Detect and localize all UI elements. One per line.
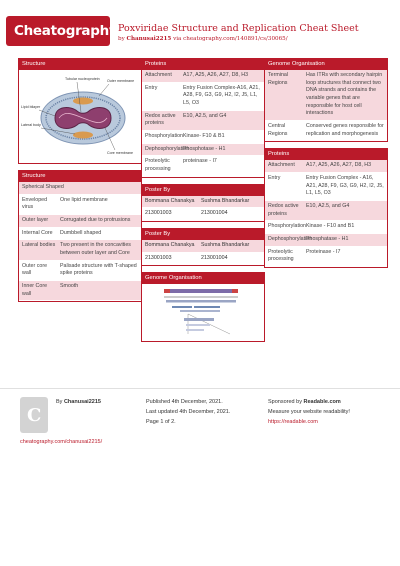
protein-row — [265, 173, 387, 201]
row-value: Proteinase - I7 — [306, 248, 341, 255]
row-value: Dumbbell shaped — [60, 229, 102, 236]
row-key: Inner Core wall — [22, 283, 48, 297]
diagram-label: Lipid bilayer — [21, 105, 41, 109]
poster-cell: 213001004 — [201, 254, 228, 261]
row-value: Kinase - F10 and B1 — [306, 223, 355, 230]
genome-image-section — [141, 272, 265, 342]
genome-row — [265, 121, 387, 141]
proteins-section-right — [264, 148, 388, 268]
genome-map-illustration — [142, 284, 265, 342]
column-1 — [18, 58, 142, 302]
footer-author — [56, 399, 101, 405]
protein-row — [142, 131, 264, 144]
section-title: Structure — [18, 170, 142, 182]
sponsor-line — [268, 399, 341, 405]
structure-row — [19, 215, 141, 228]
genome-row — [265, 70, 387, 121]
row-value: Entry Fusion Complex - A16, A21, A28, F9, G3, G9, H2, I2, J5, L1, L5, O3 — [306, 175, 384, 197]
cheatography-logo[interactable] — [6, 16, 118, 46]
row-key: Proteolytic processing — [145, 158, 171, 173]
footer-author-link[interactable]: Chanusai2215 — [63, 399, 101, 405]
poster-row — [142, 253, 264, 266]
diagram-label: Outer membrane — [107, 79, 135, 83]
protein-row — [265, 221, 387, 234]
c-letter: C — [27, 405, 42, 426]
logo-text: Cheatography — [14, 23, 118, 39]
protein-row — [142, 144, 264, 157]
published-date: Published 4th December, 2021. — [146, 399, 223, 405]
row-key: Phosphorylation — [145, 133, 183, 140]
row-key: Terminal Regions — [268, 72, 289, 86]
diagram-label: Tubular nucleoprotein — [65, 77, 100, 81]
row-key: Attachment — [145, 72, 172, 78]
cheatography-c-logo — [20, 397, 48, 433]
page-number: Page 1 of 2. — [146, 419, 176, 425]
row-value: Conserved genes responsible for replication and morphogenesis — [306, 123, 384, 137]
row-key: Lateral bodies — [22, 242, 56, 249]
structure-row — [19, 261, 141, 281]
section-title: Poster By — [141, 184, 265, 196]
row-value: Palisade structure with T-shaped spike proteins — [60, 262, 137, 277]
genome-section — [264, 58, 388, 142]
header — [0, 0, 400, 52]
row-value: E10, A2.5, and G4 — [306, 203, 350, 210]
row-value: Spherical Shaped — [22, 184, 64, 190]
row-value: A17, A25, A26, A27, D8, H3 — [306, 162, 372, 169]
updated-date: Last updated 4th December, 2021. — [146, 409, 231, 415]
row-value: E10, A2.5, and G4 — [183, 112, 227, 119]
row-value: Corrugated due to protrusions — [60, 217, 131, 224]
row-value: One lipid membrane — [60, 196, 108, 203]
poster-section-2 — [141, 228, 265, 266]
section-title: Proteins — [264, 148, 388, 160]
poster-cell: Sushma Bhandarkar — [201, 242, 250, 249]
structure-row — [19, 281, 141, 301]
poster-cell: 213001004 — [201, 210, 228, 217]
protein-row — [265, 201, 387, 221]
protein-row — [142, 70, 264, 83]
section-title: Proteins — [141, 58, 265, 70]
sponsor-name[interactable]: Readable.com — [303, 399, 341, 405]
section-title: Genome Organisation — [141, 272, 265, 284]
structure-row — [19, 228, 141, 241]
row-key: Outer core wall — [22, 262, 48, 277]
structure-row — [19, 240, 141, 260]
row-value: Smooth — [60, 283, 79, 290]
poster-section-1 — [141, 184, 265, 222]
diagram-label: Core membrane — [107, 151, 133, 155]
poster-row — [142, 196, 264, 209]
row-key: Entry — [145, 84, 158, 91]
footer-by-label: By — [56, 399, 63, 405]
row-value: Has ITRs with secondary hairpin loop structures that connect two DNA strands and contains the variable genes that are responsible for host cell interactions — [306, 72, 383, 117]
poster-row — [142, 208, 264, 221]
poster-row — [142, 240, 264, 253]
author-link[interactable]: Chanusai2215 — [126, 36, 172, 42]
protein-row — [142, 111, 264, 131]
row-key: Enveloped virus — [22, 196, 48, 211]
byline-prefix: by — [118, 36, 125, 42]
row-value: A17, A25, A26, A27, D8, H3 — [183, 72, 249, 78]
section-title: Structure — [18, 58, 142, 70]
row-key: Phosphorylation — [268, 223, 306, 230]
genome-diagram — [141, 284, 265, 342]
section-title: Genome Organisation — [264, 58, 388, 70]
poster-cell: Sushma Bhandarkar — [201, 197, 250, 204]
structure-image-section — [18, 58, 142, 164]
structure-section — [18, 170, 142, 302]
row-key: Attachment — [268, 162, 295, 169]
row-value: Kinase- F10 & B1 — [183, 133, 225, 140]
row-value: Entry Fusion Complex-A16, A21, A28, F9, G3, G9, H2, I2, J5, L1, L5, O3 — [183, 84, 260, 107]
virion-diagram — [18, 70, 142, 164]
row-value: Phosphatase - H1 — [306, 236, 349, 243]
protein-row — [142, 156, 264, 176]
row-key: Redox active proteins — [145, 112, 176, 127]
poster-cell: Bommana Chanakya — [145, 197, 195, 204]
protein-row — [265, 234, 387, 247]
structure-row-shape — [19, 182, 141, 195]
row-key: Entry — [268, 175, 281, 182]
row-value: proteinase - I7 — [183, 158, 217, 165]
protein-row — [265, 160, 387, 173]
via-link[interactable]: via cheatography.com/140891/cs/30065/ — [173, 36, 288, 42]
protein-row — [142, 83, 264, 111]
byline — [118, 36, 288, 42]
protein-row — [265, 247, 387, 267]
page-title: Poxviridae Structure and Replication Cheat Sheet — [118, 23, 359, 34]
row-key: Dephosphorylation — [145, 145, 190, 152]
virion-illustration — [19, 70, 142, 164]
row-key: Proteolytic processing — [268, 248, 294, 263]
row-key: Outer layer — [22, 217, 49, 224]
structure-row — [19, 195, 141, 215]
row-key: Dephosphorylation — [268, 236, 313, 243]
poster-cell: Bommana Chanakya — [145, 242, 195, 249]
poster-cell: 213001003 — [145, 210, 172, 217]
poster-cell: 213001003 — [145, 254, 172, 261]
column-2 — [141, 58, 265, 342]
row-value: Two present in the concavities between outer layer and Core — [60, 242, 131, 257]
footer-profile-link[interactable]: cheatography.com/chanusai2215/ — [20, 439, 103, 445]
sponsor-url[interactable]: https://readable.com — [268, 419, 318, 425]
proteins-section — [141, 58, 265, 178]
column-3 — [264, 58, 388, 268]
diagram-label: Lateral body — [21, 123, 41, 127]
row-value: Phosphotase - H1 — [183, 145, 226, 152]
row-key: Central Regions — [268, 123, 288, 137]
footer — [0, 388, 400, 566]
sponsor-tagline: Measure your website readability! — [268, 409, 350, 415]
sponsor-prefix: Sponsored by — [268, 399, 302, 405]
row-key: Internal Core — [22, 229, 53, 236]
row-key: Redox active proteins — [268, 203, 299, 217]
section-title: Poster By — [141, 228, 265, 240]
